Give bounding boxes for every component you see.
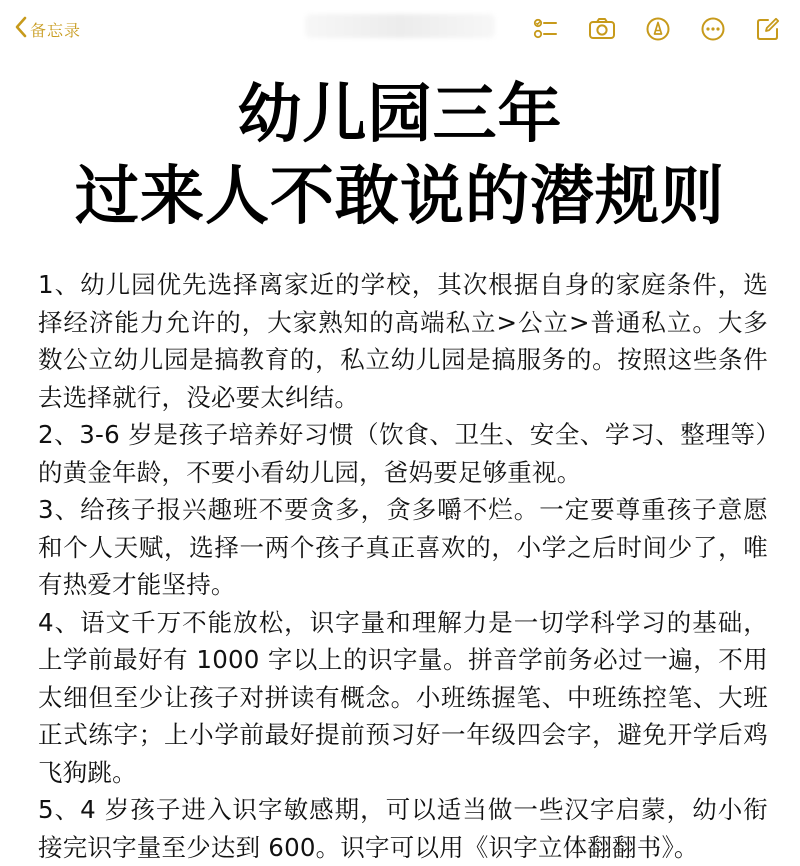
checklist-icon — [532, 16, 558, 42]
blurred-folder-title — [305, 14, 495, 38]
navigation-toolbar — [0, 0, 800, 56]
note-headline — [0, 74, 800, 238]
more-icon — [700, 16, 726, 42]
headline-line-2: 过来人不敢说的潜规则 — [75, 160, 725, 234]
paragraph-4: 4、语文千万不能放松，识字量和理解力是一切学科学习的基础，上学前最好有 1000 字以上的识字量。拼音学前务必过一遍，不用太细但至少让孩子对拼读有概念。小班练握笔、中班练控笔、大班正式练字；上小学前最好提前预习好一年级四会字，避免开学后鸡飞狗跳。 — [38, 607, 768, 787]
note-content[interactable] — [0, 56, 800, 862]
back-label: 备忘录 — [30, 20, 82, 40]
note-body — [38, 266, 768, 866]
markup-pen-icon — [645, 16, 671, 42]
paragraph-2: 2、3-6 岁是孩子培养好习惯（饮食、卫生、安全、学习、整理等）的黄金年龄，不要小看幼儿园，爸妈要足够重视。 — [38, 420, 768, 487]
camera-icon — [588, 17, 616, 41]
headline-line-1: 幼儿园三年 — [237, 78, 563, 152]
checklist-button[interactable] — [530, 14, 560, 44]
paragraph-5: 5、4 岁孩子进入识字敏感期，可以适当做一些汉字启蒙，幼小衔接完识字量至少达到 600。识字可以用《识字立体翻翻书》。 — [38, 795, 768, 862]
back-button[interactable] — [14, 16, 81, 42]
compose-button[interactable] — [753, 14, 783, 44]
paragraph-3: 3、给孩子报兴趣班不要贪多，贪多嚼不烂。一定要尊重孩子意愿和个人天赋，选择一两个孩子真正喜欢的，小学之后时间少了，唯有热爱才能坚持。 — [38, 495, 768, 599]
chevron-left-icon — [14, 16, 28, 42]
more-button[interactable] — [698, 14, 728, 44]
markup-button[interactable] — [643, 14, 673, 44]
compose-icon — [755, 16, 781, 42]
camera-button[interactable] — [587, 14, 617, 44]
paragraph-1: 1、幼儿园优先选择离家近的学校，其次根据自身的家庭条件，选择经济能力允许的，大家熟知的高端私立>公立>普通私立。大多数公立幼儿园是搞教育的，私立幼儿园是搞服务的。按照这些条件去选择就行，没必要太纠结。 — [38, 270, 768, 412]
